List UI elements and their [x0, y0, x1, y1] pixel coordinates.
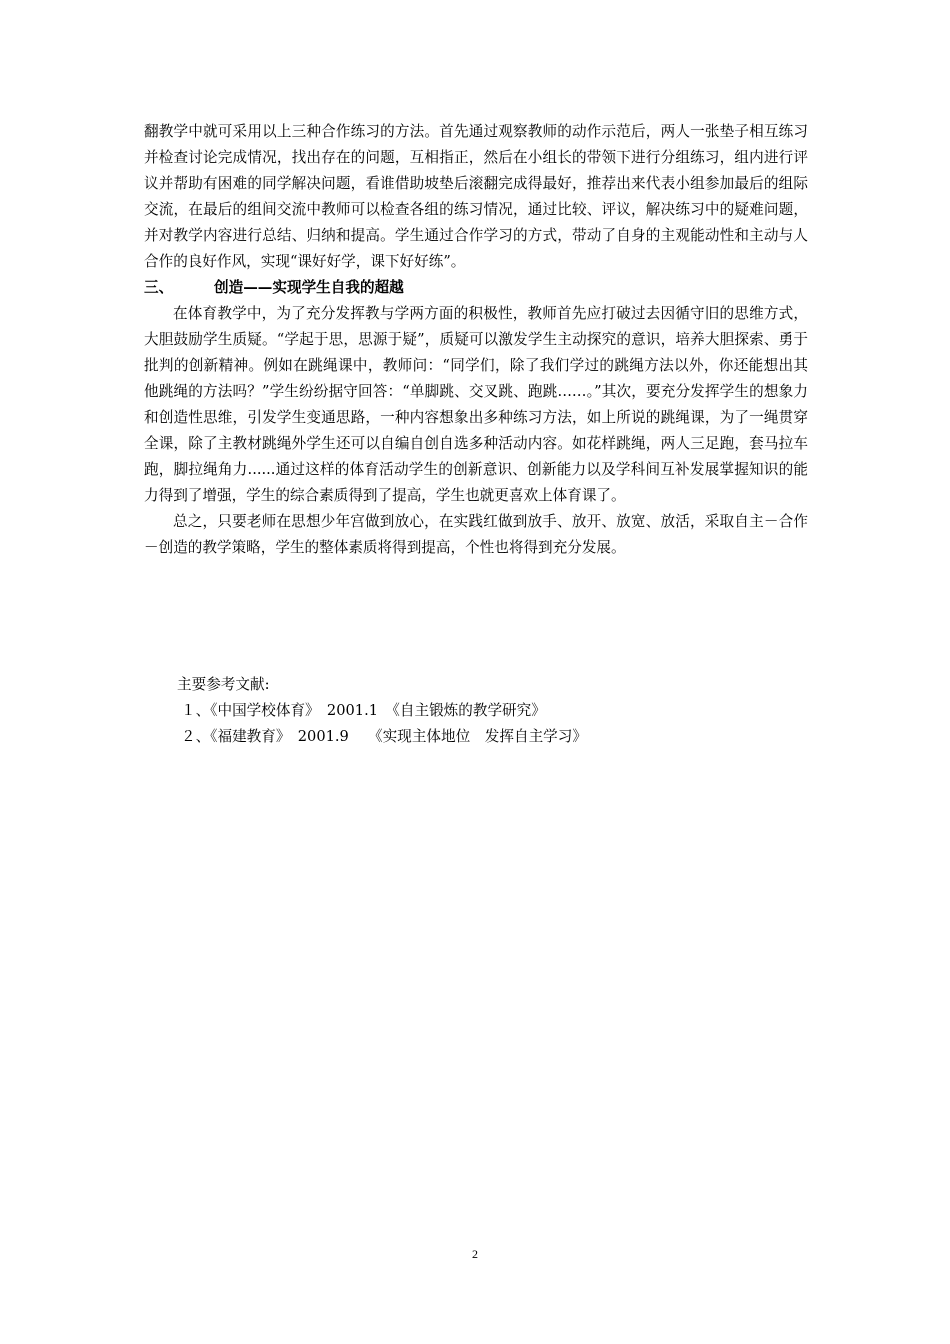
references-heading: 主要参考文献:	[177, 676, 270, 693]
document-body	[144, 119, 808, 561]
paragraph-conclusion: 总之，只要老师在思想少年宫做到放心，在实践红做到放手、放开、放宽、放活，采取自主－合作－创造的教学策略，学生的整体素质将得到提高，个性也将得到充分发展。	[144, 513, 808, 556]
page-number: 2	[472, 1247, 478, 1261]
paragraph-continuation: 翻教学中就可采用以上三种合作练习的方法。首先通过观察教师的动作示范后，两人一张垫子相互练习并检查讨论完成情况，找出存在的问题，互相指正，然后在小组长的带领下进行分组练习，组内进行评议并帮助有困难的同学解决问题，看谁借助坡垫后滚翻完成得最好，推荐出来代表小组参加最后的组际交流，在最后的组间交流中教师可以检查各组的练习情况，通过比较、评议，解决练习中的疑难问题，并对教学内容进行总结、归纳和提高。学生通过合作学习的方式，带动了自身的主观能动性和主动与人合作的良好作风，实现“课好好学，课下好好练”。	[144, 123, 808, 270]
reference-item-1: １、《中国学校体育》 2001.1 《自主锻炼的教学研究》	[181, 702, 546, 719]
paragraph-creativity: 在体育教学中，为了充分发挥教与学两方面的积极性，教师首先应打破过去因循守旧的思维方式，大胆鼓励学生质疑。“学起于思，思源于疑”，质疑可以激发学生主动探究的意识，培养大胆探索、勇于批判的创新精神。例如在跳绳课中，教师问：“同学们，除了我们学过的跳绳方法以外，你还能想出其他跳绳的方法吗？”学生纷纷据守回答：“单脚跳、交叉跳、跑跳……。”其次，要充分发挥学生的想象力和创造性思维，引发学生变通思路，一种内容想象出多种练习方法，如上所说的跳绳课，为了一绳贯穿全课，除了主教材跳绳外学生还可以自编自创自选多种活动内容。如花样跳绳，两人三足跑，套马拉车跑，脚拉绳角力......通过这样的体育活动学生的创新意识、创新能力以及学科间互补发展掌握知识的能力得到了增强，学生的综合素质得到了提高，学生也就更喜欢上体育课了。	[144, 305, 808, 504]
section-title: 创造——实现学生自我的超越	[214, 279, 404, 296]
reference-item-2: ２、《福建教育》 2001.9 《实现主体地位 发挥自主学习》	[181, 728, 587, 745]
section-heading	[144, 275, 808, 301]
section-number: 三、	[144, 279, 174, 296]
references-section	[177, 672, 777, 750]
